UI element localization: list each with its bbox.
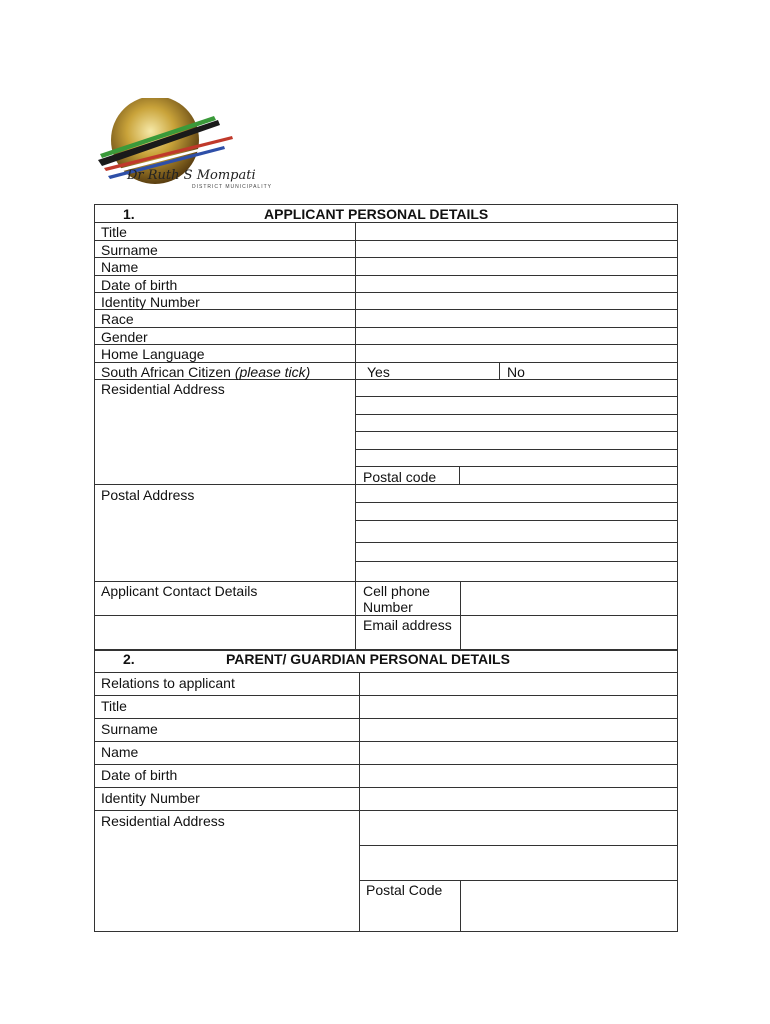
field-label-identity-number: Identity Number — [101, 790, 200, 806]
field-label-postal-code: Postal code — [363, 469, 437, 485]
logo-subtext: DISTRICT MUNICIPALITY — [192, 184, 272, 190]
guardian-date-of-birth-input[interactable] — [360, 765, 677, 787]
section-heading: APPLICANT PERSONAL DETAILS — [264, 206, 489, 222]
postal-address-input[interactable] — [356, 485, 677, 581]
field-label-postal-address: Postal Address — [101, 487, 195, 503]
guardian-residential-address-input[interactable] — [360, 811, 677, 880]
name-input[interactable] — [356, 258, 677, 275]
relation-input[interactable] — [360, 673, 677, 695]
citizen-no-option[interactable]: No — [507, 364, 525, 380]
field-label-name: Name — [101, 259, 139, 275]
section-heading: PARENT/ GUARDIAN PERSONAL DETAILS — [226, 651, 510, 667]
field-label-date-of-birth: Date of birth — [101, 767, 178, 783]
title-input[interactable] — [356, 223, 677, 240]
field-label-surname: Surname — [101, 242, 158, 258]
postal-code-input[interactable] — [460, 467, 677, 484]
field-label-email: Email address — [363, 617, 452, 633]
field-label-surname: Surname — [101, 721, 158, 737]
field-label-gender: Gender — [101, 329, 148, 345]
field-label-date-of-birth: Date of birth — [101, 277, 178, 293]
identity-number-input[interactable] — [356, 293, 677, 309]
field-label-citizen — [101, 364, 310, 380]
field-label-home-language: Home Language — [101, 346, 205, 362]
citizen-yes-option[interactable]: Yes — [367, 364, 390, 380]
field-label-identity-number: Identity Number — [101, 294, 200, 310]
field-label-title: Title — [101, 224, 127, 240]
residential-address-input[interactable] — [356, 380, 677, 466]
guardian-title-input[interactable] — [360, 696, 677, 718]
surname-input[interactable] — [356, 241, 677, 257]
field-label-relation: Relations to applicant — [101, 675, 235, 691]
section-number: 2. — [123, 651, 135, 667]
email-input[interactable] — [461, 616, 677, 649]
guardian-name-input[interactable] — [360, 742, 677, 764]
guardian-identity-number-input[interactable] — [360, 788, 677, 810]
field-label-postal-code: Postal Code — [366, 882, 443, 898]
citizen-hint: (please tick) — [234, 364, 311, 380]
gender-input[interactable] — [356, 328, 677, 344]
field-label-contact-details: Applicant Contact Details — [101, 583, 258, 599]
field-label-race: Race — [101, 311, 134, 327]
guardian-postal-code-input[interactable] — [461, 881, 677, 931]
field-label-title: Title — [101, 698, 127, 714]
race-input[interactable] — [356, 310, 677, 327]
guardian-surname-input[interactable] — [360, 719, 677, 741]
field-label-residential-address: Residential Address — [101, 813, 225, 829]
logo-text: Dr Ruth S Mompati — [127, 168, 256, 183]
citizen-label: South African Citizen — [101, 364, 235, 380]
home-language-input[interactable] — [356, 345, 677, 362]
cell-phone-input[interactable] — [461, 582, 677, 615]
section-number: 1. — [123, 206, 135, 222]
date-of-birth-input[interactable] — [356, 276, 677, 292]
field-label-residential-address: Residential Address — [101, 381, 225, 397]
field-label-cell-phone: Cell phone Number — [363, 583, 430, 615]
field-label-name: Name — [101, 744, 139, 760]
